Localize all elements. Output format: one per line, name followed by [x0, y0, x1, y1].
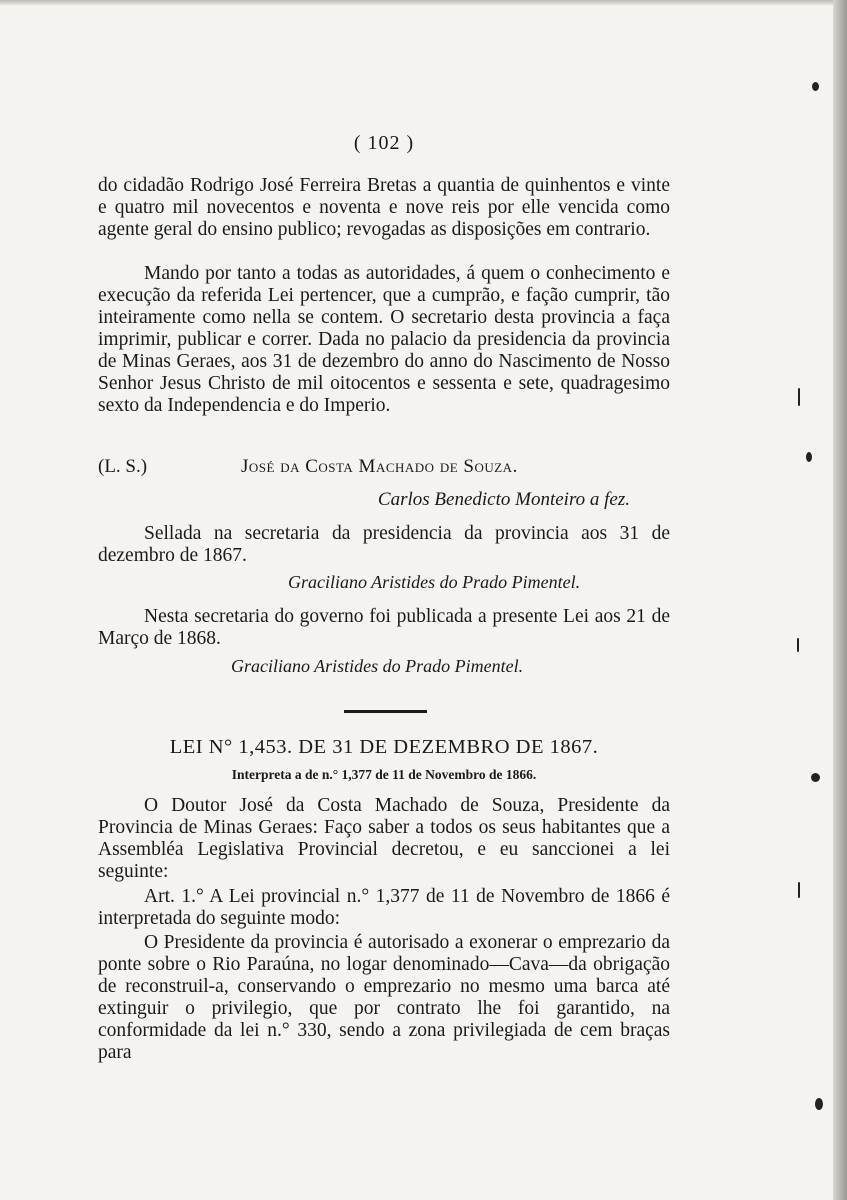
secretary-signature-2: Graciliano Aristides do Prado Pimentel. [231, 656, 524, 676]
text-p2: Mando por tanto a todas as autoridades, á quem o conhecimento e execução da referida Lei pertencer, que a cumprão, e fação cumprir, tão inteiramente como nella se contem. O secretario desta provincia a faça imprimir, publicar e correr. Dada no palacio da presidencia da provincia de Minas Geraes, aos 31 de dezembro do anno do Nascimento de Nosso Senhor Jesus Christo de mil oitocentos e sessenta e sete, quadragesimo sexto da Independencia e do Imperio. [98, 263, 670, 416]
text-published: Nesta secretaria do governo foi publicada a presente Lei aos 21 de Março de 1868. [98, 606, 670, 649]
law-preamble [98, 795, 670, 883]
paragraph-continuation [98, 175, 670, 241]
scan-speck [798, 388, 800, 406]
text-art1-body: O Presidente da provincia é autorisado a exonerar o emprezario da ponte sobre o Rio Paraúna, no logar denominado—Cava—da obrigação de reconstruil-a, conservando o emprezario no mesmo uma barca até extinguir o privilegio, que por contrato lhe foi garantido, na conformidade da lei n.° 330, sendo a zona privilegiada de cem braças para [98, 932, 670, 1063]
page-right-edge [833, 0, 847, 1200]
scan-speck [815, 1098, 823, 1110]
section-divider [344, 710, 427, 713]
scan-speck [812, 82, 819, 91]
article-1-body [98, 932, 670, 1064]
page-top-edge [0, 0, 847, 6]
seal-mark: (L. S.) [98, 456, 148, 477]
text-art1: Art. 1.° A Lei provincial n.° 1,377 de 11 de Novembro de 1866 é interpretada do seguinte modo: [98, 886, 670, 929]
president-signature: José da Costa Machado de Souza. [241, 456, 518, 477]
article-1 [98, 886, 670, 930]
paragraph-sealed [98, 523, 670, 567]
paragraph-mandate [98, 263, 670, 417]
law-title: LEI N° 1,453. DE 31 DE DEZEMBRO DE 1867. [169, 736, 599, 758]
text-p1: do cidadão Rodrigo José Ferreira Bretas a quantia de quinhentos e vinte e quatro mil novecentos e noventa e nove reis por elle vencida como agente geral do ensino publico; revogadas as disposições em contrario. [98, 175, 670, 240]
scan-speck [811, 773, 820, 782]
scan-speck [797, 638, 799, 652]
scan-speck [798, 882, 800, 898]
scan-speck [806, 452, 812, 462]
law-subtitle: Interpreta a de n.° 1,377 de 11 de Novembro de 1866. [231, 767, 537, 782]
page-number: ( 102 ) [353, 132, 415, 154]
secretary-signature-1: Graciliano Aristides do Prado Pimentel. [288, 572, 581, 592]
text-sealed: Sellada na secretaria da presidencia da provincia aos 31 de dezembro de 1867. [98, 523, 670, 566]
clerk-signature: Carlos Benedicto Monteiro a fez. [377, 489, 630, 510]
paragraph-published [98, 606, 670, 650]
text-preamble: O Doutor José da Costa Machado de Souza, Presidente da Provincia de Minas Geraes: Faço saber a todos os seus habitantes que a Assembléa Legislativa Provincial decretou, e eu sanccionei a lei seguinte: [98, 795, 670, 882]
